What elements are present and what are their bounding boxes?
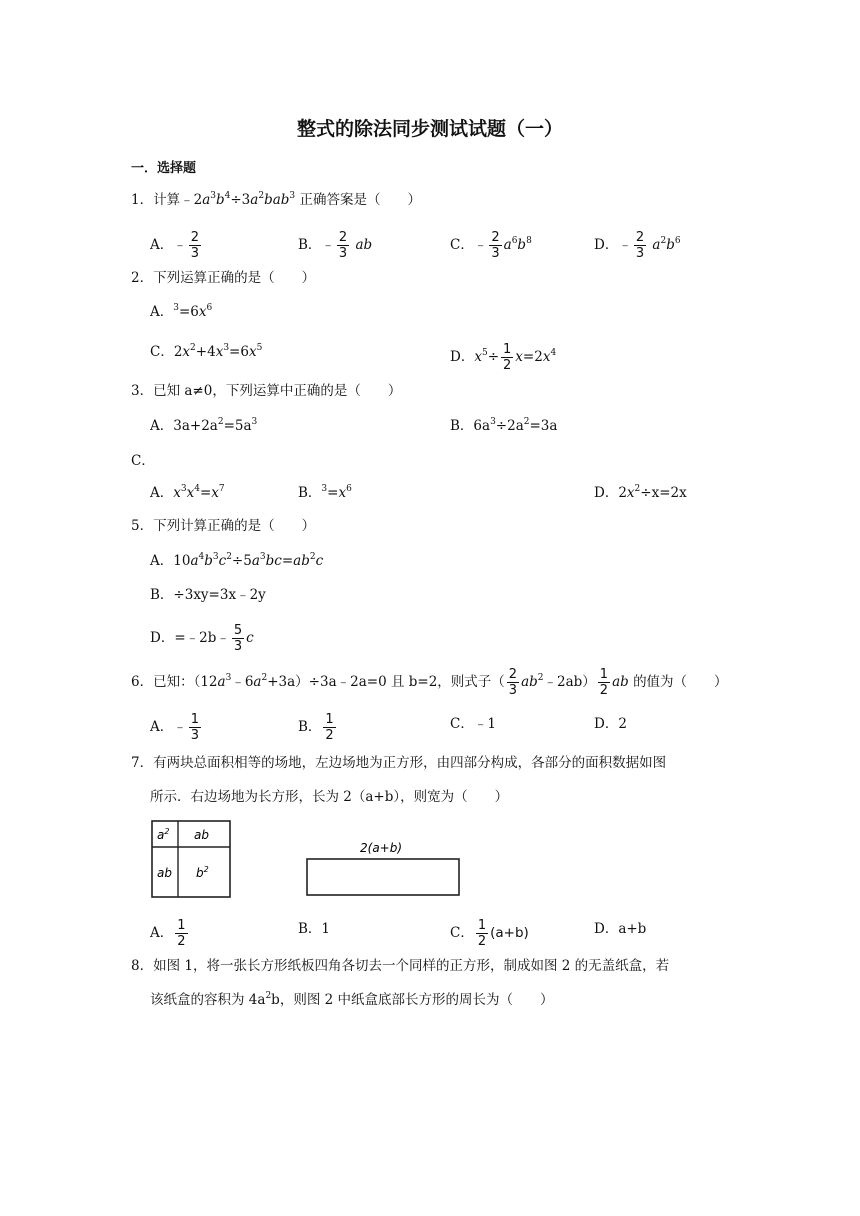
rectangle-length-label: 2(a+b) xyxy=(360,841,403,855)
q6-option-a[interactable]: A．﹣ $\frac{1}{3}$ xyxy=(150,712,200,743)
q8-stem-line2: 该纸盒的容积为 $4a^2b$，则图 2 中纸盒底部长方形的周长为（ ） xyxy=(150,991,554,1008)
q5-option-a[interactable]: A．$10a^4b^3c^2\div 5a^3bc=ab^2c$ xyxy=(150,552,324,569)
q1-option-b[interactable]: B．﹣ $\frac{2}{3}$ ab xyxy=(298,230,373,261)
q4-option-a[interactable]: A．$x^3x^4=x^7$ xyxy=(150,484,225,501)
fraction: $\frac{5}{3}$ xyxy=(233,623,243,654)
q3-stem: 3．已知 a≠0，下列运算中正确的是（ ） xyxy=(131,383,402,399)
q7-option-a[interactable]: A． $\frac{1}{2}$ xyxy=(150,918,186,949)
q8-stem-line1: 8．如图 1，将一张长方形纸板四角各切去一个同样的正方形，制成如图 2 的无盖纸盒，若 xyxy=(131,958,670,974)
fraction: $\frac{1}{2}$ xyxy=(477,918,487,949)
rectangle-figure xyxy=(300,834,464,900)
q2-option-d[interactable]: D．$x^5\div$ $\frac{1}{2}$ $x=2x^4$ xyxy=(450,342,557,373)
q5-option-d[interactable]: D．=﹣2b﹣ $\frac{5}{3}$ c xyxy=(150,623,254,654)
q7-stem-line1: 7．有两块总面积相等的场地，左边场地为正方形，由四部分构成，各部分的面积数据如图 xyxy=(131,755,667,771)
q7-option-d[interactable]: D．a+b xyxy=(594,921,647,937)
q4-option-d[interactable]: D．$2x^2\div x=2x$ xyxy=(594,484,687,501)
q7-option-c[interactable]: C． $\frac{1}{2}$ (a+b) xyxy=(450,918,529,949)
q4-option-b[interactable]: B．$^3=x^6$ xyxy=(298,484,352,501)
q3-option-c[interactable]: C． xyxy=(131,453,155,469)
q6-stem: 6．已知：$(12a^3﹣6a^2+3a)\div 3a﹣2a=0$ 且 b=2，则式子（ $\frac{2}{3}$ $ab^2﹣2ab$） $\frac{1}{2}$ ab 的值为（ ） xyxy=(131,667,728,698)
q6-option-b[interactable]: B． $\frac{1}{2}$ xyxy=(298,712,334,743)
q6-option-d[interactable]: D．2 xyxy=(594,716,627,732)
fraction: $\frac{1}{2}$ xyxy=(177,918,186,949)
rectangle-outline xyxy=(307,859,459,895)
fraction: $\frac{2}{3}$ xyxy=(491,230,500,261)
q5-option-b[interactable]: B．÷3xy=3x﹣2y xyxy=(150,587,266,603)
q2-option-c[interactable]: C．$2x^2+4x^3=6x^5$ xyxy=(150,343,263,360)
q3-option-b[interactable]: B．$6a^3\div 2a^2=3a$ xyxy=(450,417,558,434)
section-heading: 一．选择题 xyxy=(131,161,197,176)
grid-label: $a^2$ xyxy=(157,827,170,842)
grid-label: ab xyxy=(194,828,209,842)
q1-stem: 1．计算$﹣2a^3b^4\div 3a^2bab^3$ 正确答案是（ ） xyxy=(131,191,421,208)
q7-option-b[interactable]: B．1 xyxy=(298,921,331,937)
grid-label: $b^2$ xyxy=(196,865,209,880)
q1-option-a[interactable]: A．﹣ $\frac{2}{3}$ xyxy=(150,230,200,261)
grid-label: ab xyxy=(157,866,172,880)
fraction: $\frac{1}{3}$ xyxy=(190,712,200,743)
q7-stem-line2: 所示．右边场地为长方形，长为 2（a+b），则宽为（ ） xyxy=(150,789,509,805)
q1-option-d[interactable]: D．﹣ $\frac{2}{3}$ $a^2b^6$ xyxy=(594,230,681,261)
q1-option-c[interactable]: C．﹣ $\frac{2}{3}$ $a^6b^8$ xyxy=(450,230,532,261)
fraction: $\frac{2}{3}$ xyxy=(338,230,348,261)
page-title: 整式的除法同步测试试题（一） xyxy=(296,118,563,140)
q5-stem: 5．下列计算正确的是（ ） xyxy=(131,518,316,534)
fraction: $\frac{1}{2}$ xyxy=(599,667,609,698)
fraction: $\frac{2}{3}$ xyxy=(190,230,200,261)
q3-option-a[interactable]: A．$3a+2a^2=5a^3$ xyxy=(150,417,258,434)
fraction: $\frac{1}{2}$ xyxy=(325,712,334,743)
square-figure xyxy=(150,819,232,899)
q2-stem: 2．下列运算正确的是（ ） xyxy=(131,270,316,286)
q6-option-c[interactable]: C．﹣1 xyxy=(450,716,496,732)
fraction: $\frac{2}{3}$ xyxy=(508,667,518,698)
fraction: $\frac{2}{3}$ xyxy=(635,230,645,261)
fraction: $\frac{1}{2}$ xyxy=(503,342,512,373)
q2-option-a[interactable]: A．$^3=6x^6$ xyxy=(150,303,213,320)
